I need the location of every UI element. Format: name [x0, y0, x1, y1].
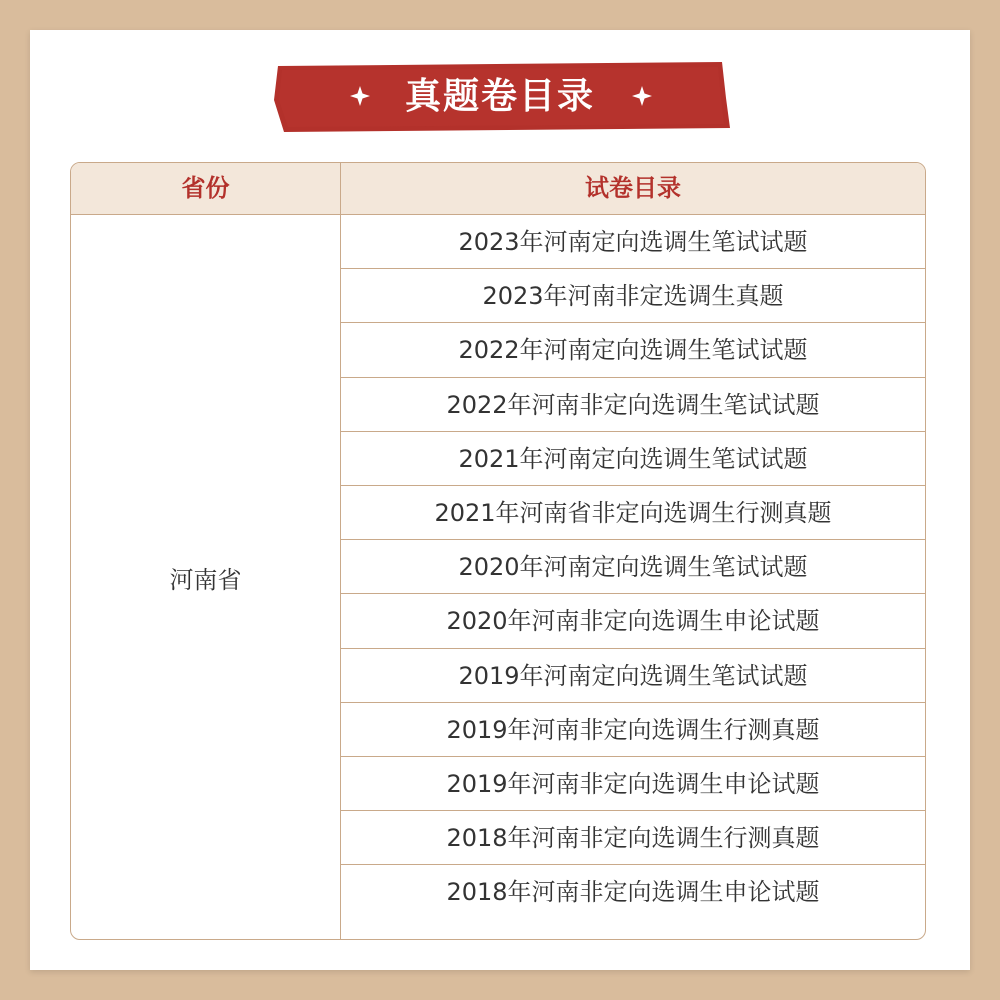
table-row: 2023年河南定向选调生笔试试题 [341, 215, 925, 269]
table-row: 2022年河南定向选调生笔试试题 [341, 323, 925, 377]
table-row: 2020年河南定向选调生笔试试题 [341, 540, 925, 594]
table-header [71, 163, 925, 215]
table-row: 2018年河南非定向选调生行测真题 [341, 811, 925, 865]
header-catalog: 试卷目录 [585, 174, 681, 202]
table-row: 2019年河南非定向选调生行测真题 [341, 703, 925, 757]
table-row: 2018年河南非定向选调生申论试题 [446, 878, 820, 907]
table-row: 2021年河南省非定向选调生行测真题 [341, 486, 925, 540]
catalog-rows [341, 215, 925, 919]
title-banner [270, 62, 730, 132]
table-row: 2022年河南非定向选调生笔试试题 [341, 378, 925, 432]
province-cell: 河南省 [169, 565, 242, 594]
header-province: 省份 [181, 174, 230, 202]
table-row: 2021年河南定向选调生笔试试题 [341, 432, 925, 486]
table-row: 2019年河南非定向选调生申论试题 [341, 757, 925, 811]
page-title: 真题卷目录 [404, 76, 595, 117]
table-row: 2023年河南非定选调生真题 [341, 269, 925, 323]
table-row: 2020年河南非定向选调生申论试题 [341, 594, 925, 648]
catalog-table [70, 162, 926, 940]
table-row: 2019年河南定向选调生笔试试题 [341, 649, 925, 703]
